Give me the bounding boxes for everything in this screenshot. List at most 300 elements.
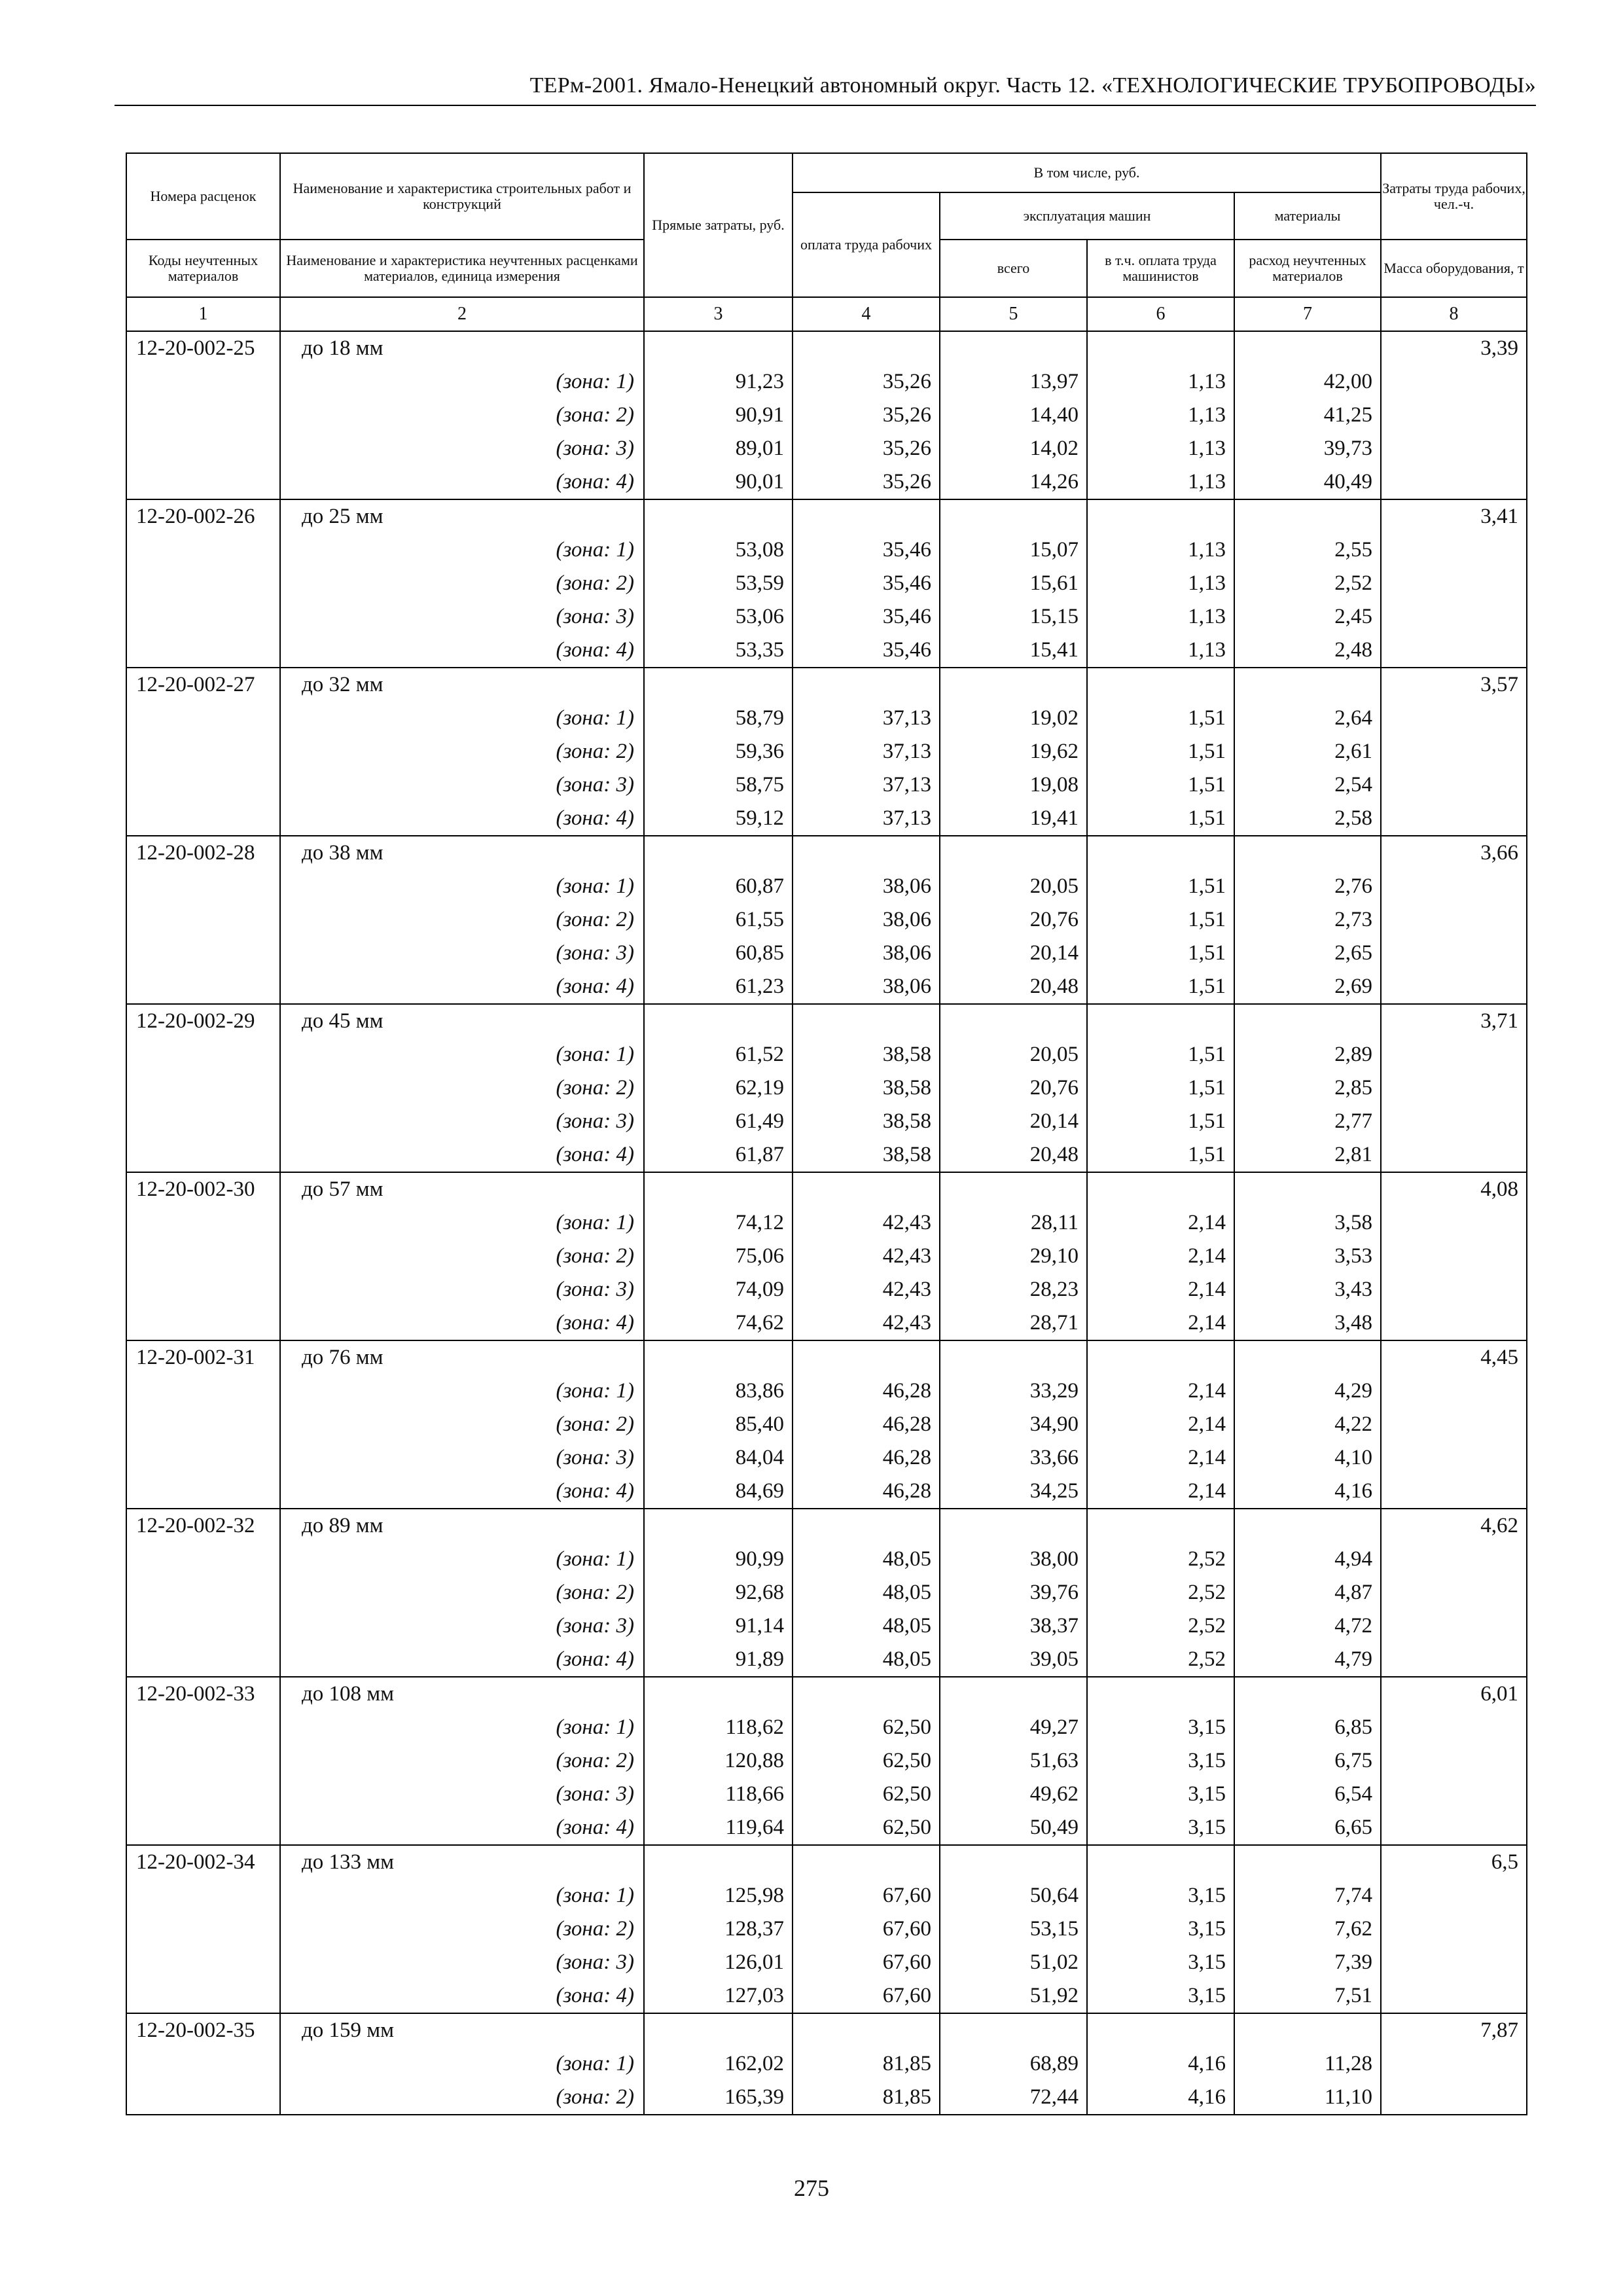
empty-cell [1087, 1172, 1234, 1206]
machines-total: 72,44 [940, 2081, 1087, 2115]
zone-row [126, 1811, 1527, 1845]
zone-label: (зона: 2) [280, 1912, 644, 1946]
rate-header-row [126, 1340, 1527, 1374]
empty-cell [793, 668, 940, 702]
zone-label: (зона: 3) [280, 432, 644, 465]
worker-wages: 46,28 [793, 1475, 940, 1509]
materials-cost: 3,58 [1234, 1206, 1381, 1240]
empty-cell [126, 634, 280, 668]
operator-wages: 3,15 [1087, 1711, 1234, 1744]
empty-cell [126, 432, 280, 465]
operator-wages: 2,52 [1087, 1609, 1234, 1643]
materials-cost: 7,62 [1234, 1912, 1381, 1946]
direct-cost: 53,59 [644, 567, 793, 600]
column-number: 5 [940, 297, 1087, 331]
rate-code: 12-20-002-27 [126, 668, 280, 702]
direct-cost: 61,52 [644, 1038, 793, 1071]
rates-table [126, 152, 1527, 2115]
empty-cell [793, 2013, 940, 2047]
zone-row [126, 1071, 1527, 1105]
empty-cell [1381, 1811, 1527, 1845]
materials-cost: 2,64 [1234, 702, 1381, 735]
materials-cost: 6,85 [1234, 1711, 1381, 1744]
empty-cell [1087, 1845, 1234, 1879]
zone-row [126, 1240, 1527, 1273]
operator-wages: 2,14 [1087, 1306, 1234, 1340]
zone-label: (зона: 2) [280, 399, 644, 432]
operator-wages: 1,51 [1087, 1038, 1234, 1071]
rate-code: 12-20-002-31 [126, 1340, 280, 1374]
worker-wages: 38,58 [793, 1038, 940, 1071]
materials-cost: 4,79 [1234, 1643, 1381, 1677]
rate-code: 12-20-002-34 [126, 1845, 280, 1879]
rate-code: 12-20-002-29 [126, 1004, 280, 1038]
direct-cost: 74,12 [644, 1206, 793, 1240]
zone-label: (зона: 3) [280, 1946, 644, 1979]
header-worker-wages: оплата труда рабочих [793, 192, 940, 297]
machines-total: 20,76 [940, 903, 1087, 937]
zone-label: (зона: 1) [280, 365, 644, 399]
empty-cell [1381, 567, 1527, 600]
empty-cell [793, 1677, 940, 1711]
machines-total: 20,05 [940, 870, 1087, 903]
zone-label: (зона: 2) [280, 567, 644, 600]
direct-cost: 128,37 [644, 1912, 793, 1946]
materials-cost: 41,25 [1234, 399, 1381, 432]
worker-wages: 35,46 [793, 600, 940, 634]
machines-total: 51,02 [940, 1946, 1087, 1979]
rate-name: до 32 мм [280, 668, 644, 702]
rate-name: до 76 мм [280, 1340, 644, 1374]
machines-total: 49,27 [940, 1711, 1087, 1744]
machines-total: 28,71 [940, 1306, 1087, 1340]
machines-total: 49,62 [940, 1778, 1087, 1811]
empty-cell [940, 2013, 1087, 2047]
header-material-codes: Коды неучтенных материалов [126, 240, 280, 297]
empty-cell [1381, 937, 1527, 970]
header-rule [115, 105, 1536, 106]
operator-wages: 2,52 [1087, 1576, 1234, 1609]
operator-wages: 2,14 [1087, 1374, 1234, 1408]
empty-cell [126, 365, 280, 399]
machines-total: 20,48 [940, 1138, 1087, 1172]
direct-cost: 85,40 [644, 1408, 793, 1441]
empty-cell [126, 1744, 280, 1778]
direct-cost: 61,23 [644, 970, 793, 1004]
empty-cell [1381, 1609, 1527, 1643]
direct-cost: 89,01 [644, 432, 793, 465]
zone-row [126, 1138, 1527, 1172]
empty-cell [126, 600, 280, 634]
empty-cell [126, 870, 280, 903]
empty-cell [1381, 1071, 1527, 1105]
zone-row [126, 1206, 1527, 1240]
materials-cost: 2,77 [1234, 1105, 1381, 1138]
zone-label: (зона: 2) [280, 1071, 644, 1105]
zone-row [126, 735, 1527, 768]
direct-cost: 91,14 [644, 1609, 793, 1643]
zone-label: (зона: 1) [280, 1879, 644, 1912]
machines-total: 20,14 [940, 937, 1087, 970]
column-number: 6 [1087, 297, 1234, 331]
zone-row [126, 1273, 1527, 1306]
worker-wages: 35,26 [793, 399, 940, 432]
materials-cost: 2,58 [1234, 802, 1381, 836]
empty-cell [644, 836, 793, 870]
empty-cell [940, 668, 1087, 702]
empty-cell [793, 1845, 940, 1879]
empty-cell [126, 1576, 280, 1609]
rate-header-row [126, 331, 1527, 365]
empty-cell [1381, 1711, 1527, 1744]
empty-cell [1381, 1576, 1527, 1609]
materials-cost: 42,00 [1234, 365, 1381, 399]
worker-wages: 35,26 [793, 432, 940, 465]
materials-cost: 2,61 [1234, 735, 1381, 768]
worker-wages: 35,46 [793, 634, 940, 668]
zone-row [126, 1408, 1527, 1441]
empty-cell [793, 499, 940, 533]
worker-wages: 35,26 [793, 465, 940, 499]
worker-wages: 38,06 [793, 970, 940, 1004]
zone-row [126, 634, 1527, 668]
operator-wages: 1,51 [1087, 1105, 1234, 1138]
zone-row [126, 1105, 1527, 1138]
zone-row [126, 2081, 1527, 2115]
materials-cost: 4,87 [1234, 1576, 1381, 1609]
worker-wages: 38,58 [793, 1105, 940, 1138]
materials-cost: 40,49 [1234, 465, 1381, 499]
header-operator-wages: в т.ч. оплата труда машинистов [1087, 240, 1234, 297]
empty-cell [1381, 1240, 1527, 1273]
machines-total: 39,05 [940, 1643, 1087, 1677]
empty-cell [1381, 1374, 1527, 1408]
empty-cell [126, 1643, 280, 1677]
rate-name: до 18 мм [280, 331, 644, 365]
direct-cost: 58,79 [644, 702, 793, 735]
zone-row [126, 870, 1527, 903]
empty-cell [1087, 1677, 1234, 1711]
empty-cell [1381, 903, 1527, 937]
operator-wages: 1,13 [1087, 432, 1234, 465]
column-number: 7 [1234, 297, 1381, 331]
worker-wages: 46,28 [793, 1374, 940, 1408]
empty-cell [1381, 1979, 1527, 2013]
empty-cell [940, 1677, 1087, 1711]
empty-cell [126, 2081, 280, 2115]
zone-label: (зона: 3) [280, 1609, 644, 1643]
empty-cell [1381, 1946, 1527, 1979]
empty-cell [126, 970, 280, 1004]
header-equipment-mass: Масса оборудования, т [1381, 240, 1527, 297]
direct-cost: 75,06 [644, 1240, 793, 1273]
rate-name: до 108 мм [280, 1677, 644, 1711]
materials-cost: 2,52 [1234, 567, 1381, 600]
empty-cell [1381, 1543, 1527, 1576]
empty-cell [1087, 836, 1234, 870]
empty-cell [1381, 1105, 1527, 1138]
zone-row [126, 1609, 1527, 1643]
rate-name: до 45 мм [280, 1004, 644, 1038]
machines-total: 29,10 [940, 1240, 1087, 1273]
zone-row [126, 399, 1527, 432]
empty-cell [644, 1509, 793, 1543]
labor-cost: 3,66 [1381, 836, 1527, 870]
rate-header-row [126, 1845, 1527, 1879]
zone-label: (зона: 4) [280, 1811, 644, 1845]
empty-cell [126, 1609, 280, 1643]
operator-wages: 1,51 [1087, 903, 1234, 937]
materials-cost: 4,16 [1234, 1475, 1381, 1509]
operator-wages: 3,15 [1087, 1912, 1234, 1946]
materials-cost: 2,81 [1234, 1138, 1381, 1172]
empty-cell [1381, 1206, 1527, 1240]
zone-label: (зона: 1) [280, 533, 644, 567]
labor-cost: 4,45 [1381, 1340, 1527, 1374]
materials-cost: 4,94 [1234, 1543, 1381, 1576]
empty-cell [644, 1845, 793, 1879]
worker-wages: 42,43 [793, 1206, 940, 1240]
worker-wages: 67,60 [793, 1879, 940, 1912]
empty-cell [1234, 1340, 1381, 1374]
machines-total: 68,89 [940, 2047, 1087, 2081]
materials-cost: 7,74 [1234, 1879, 1381, 1912]
table-header [126, 153, 1527, 331]
machines-total: 51,92 [940, 1979, 1087, 2013]
materials-cost: 4,29 [1234, 1374, 1381, 1408]
operator-wages: 2,14 [1087, 1408, 1234, 1441]
rate-name: до 159 мм [280, 2013, 644, 2047]
materials-cost: 4,22 [1234, 1408, 1381, 1441]
rate-header-row [126, 1004, 1527, 1038]
operator-wages: 1,51 [1087, 702, 1234, 735]
empty-cell [1381, 802, 1527, 836]
direct-cost: 74,09 [644, 1273, 793, 1306]
empty-cell [1381, 365, 1527, 399]
rate-name: до 57 мм [280, 1172, 644, 1206]
rate-name: до 133 мм [280, 1845, 644, 1879]
header-direct-costs: Прямые затраты, руб. [644, 153, 793, 297]
zone-label: (зона: 3) [280, 937, 644, 970]
page-number: 275 [794, 2175, 829, 2201]
worker-wages: 81,85 [793, 2081, 940, 2115]
direct-cost: 53,08 [644, 533, 793, 567]
zone-row [126, 702, 1527, 735]
operator-wages: 1,13 [1087, 465, 1234, 499]
empty-cell [644, 1340, 793, 1374]
materials-cost: 2,65 [1234, 937, 1381, 970]
worker-wages: 38,06 [793, 937, 940, 970]
direct-cost: 62,19 [644, 1071, 793, 1105]
empty-cell [1381, 1879, 1527, 1912]
labor-cost: 4,62 [1381, 1509, 1527, 1543]
zone-label: (зона: 3) [280, 1778, 644, 1811]
direct-cost: 165,39 [644, 2081, 793, 2115]
zone-row [126, 1879, 1527, 1912]
empty-cell [126, 1273, 280, 1306]
zone-label: (зона: 4) [280, 1643, 644, 1677]
direct-cost: 58,75 [644, 768, 793, 802]
worker-wages: 48,05 [793, 1576, 940, 1609]
operator-wages: 1,51 [1087, 870, 1234, 903]
zone-label: (зона: 3) [280, 600, 644, 634]
direct-cost: 60,87 [644, 870, 793, 903]
zone-row [126, 1778, 1527, 1811]
machines-total: 50,64 [940, 1879, 1087, 1912]
machines-total: 20,76 [940, 1071, 1087, 1105]
worker-wages: 37,13 [793, 735, 940, 768]
operator-wages: 1,51 [1087, 768, 1234, 802]
empty-cell [126, 399, 280, 432]
machines-total: 14,40 [940, 399, 1087, 432]
rate-code: 12-20-002-30 [126, 1172, 280, 1206]
machines-total: 53,15 [940, 1912, 1087, 1946]
empty-cell [1087, 668, 1234, 702]
operator-wages: 2,14 [1087, 1441, 1234, 1475]
zone-row [126, 567, 1527, 600]
rate-header-row [126, 499, 1527, 533]
rate-header-row [126, 668, 1527, 702]
direct-cost: 84,69 [644, 1475, 793, 1509]
direct-cost: 119,64 [644, 1811, 793, 1845]
empty-cell [644, 1172, 793, 1206]
empty-cell [1087, 331, 1234, 365]
empty-cell [126, 937, 280, 970]
direct-cost: 90,91 [644, 399, 793, 432]
empty-cell [1234, 1509, 1381, 1543]
zone-row [126, 1576, 1527, 1609]
zone-label: (зона: 2) [280, 1576, 644, 1609]
empty-cell [793, 1004, 940, 1038]
labor-cost: 3,39 [1381, 331, 1527, 365]
empty-cell [1234, 331, 1381, 365]
worker-wages: 38,06 [793, 870, 940, 903]
worker-wages: 37,13 [793, 702, 940, 735]
empty-cell [1381, 702, 1527, 735]
running-header: ТЕРм-2001. Ямало-Ненецкий автономный округ. Часть 12. «ТЕХНОЛОГИЧЕСКИЕ ТРУБОПРОВОДЫ» [529, 73, 1536, 98]
worker-wages: 37,13 [793, 768, 940, 802]
machines-total: 19,08 [940, 768, 1087, 802]
empty-cell [1381, 1038, 1527, 1071]
direct-cost: 59,12 [644, 802, 793, 836]
empty-cell [1234, 836, 1381, 870]
labor-cost: 3,71 [1381, 1004, 1527, 1038]
direct-cost: 125,98 [644, 1879, 793, 1912]
empty-cell [126, 1105, 280, 1138]
operator-wages: 1,13 [1087, 365, 1234, 399]
zone-label: (зона: 1) [280, 1543, 644, 1576]
rate-name: до 38 мм [280, 836, 644, 870]
worker-wages: 48,05 [793, 1643, 940, 1677]
materials-cost: 7,39 [1234, 1946, 1381, 1979]
direct-cost: 59,36 [644, 735, 793, 768]
empty-cell [644, 499, 793, 533]
direct-cost: 91,89 [644, 1643, 793, 1677]
empty-cell [1381, 2081, 1527, 2115]
operator-wages: 1,13 [1087, 634, 1234, 668]
direct-cost: 83,86 [644, 1374, 793, 1408]
empty-cell [940, 836, 1087, 870]
operator-wages: 1,13 [1087, 600, 1234, 634]
zone-label: (зона: 3) [280, 1441, 644, 1475]
zone-label: (зона: 2) [280, 903, 644, 937]
operator-wages: 3,15 [1087, 1778, 1234, 1811]
operator-wages: 1,51 [1087, 1071, 1234, 1105]
worker-wages: 67,60 [793, 1946, 940, 1979]
operator-wages: 2,52 [1087, 1543, 1234, 1576]
empty-cell [793, 331, 940, 365]
worker-wages: 81,85 [793, 2047, 940, 2081]
direct-cost: 118,62 [644, 1711, 793, 1744]
empty-cell [940, 1004, 1087, 1038]
empty-cell [126, 1979, 280, 2013]
rate-header-row [126, 1677, 1527, 1711]
rate-header-row [126, 1172, 1527, 1206]
direct-cost: 61,55 [644, 903, 793, 937]
empty-cell [1087, 499, 1234, 533]
machines-total: 15,15 [940, 600, 1087, 634]
empty-cell [1234, 1172, 1381, 1206]
empty-cell [1087, 2013, 1234, 2047]
column-number: 1 [126, 297, 280, 331]
worker-wages: 62,50 [793, 1778, 940, 1811]
empty-cell [644, 1004, 793, 1038]
header-unaccounted-materials: расход неучтенных материалов [1234, 240, 1381, 297]
materials-cost: 7,51 [1234, 1979, 1381, 2013]
materials-cost: 3,48 [1234, 1306, 1381, 1340]
empty-cell [126, 802, 280, 836]
machines-total: 15,07 [940, 533, 1087, 567]
materials-cost: 4,10 [1234, 1441, 1381, 1475]
empty-cell [1234, 1845, 1381, 1879]
worker-wages: 46,28 [793, 1408, 940, 1441]
worker-wages: 62,50 [793, 1811, 940, 1845]
materials-cost: 2,48 [1234, 634, 1381, 668]
worker-wages: 48,05 [793, 1609, 940, 1643]
operator-wages: 2,52 [1087, 1643, 1234, 1677]
rate-code: 12-20-002-33 [126, 1677, 280, 1711]
empty-cell [1087, 1509, 1234, 1543]
zone-row [126, 1643, 1527, 1677]
operator-wages: 1,51 [1087, 735, 1234, 768]
empty-cell [1381, 1643, 1527, 1677]
empty-cell [126, 1071, 280, 1105]
empty-cell [644, 2013, 793, 2047]
direct-cost: 127,03 [644, 1979, 793, 2013]
empty-cell [126, 1711, 280, 1744]
labor-cost: 6,01 [1381, 1677, 1527, 1711]
empty-cell [793, 1172, 940, 1206]
empty-cell [1381, 634, 1527, 668]
column-number: 8 [1381, 297, 1527, 331]
empty-cell [644, 331, 793, 365]
machines-total: 20,05 [940, 1038, 1087, 1071]
zone-label: (зона: 1) [280, 2047, 644, 2081]
empty-cell [1381, 1912, 1527, 1946]
direct-cost: 53,35 [644, 634, 793, 668]
operator-wages: 2,14 [1087, 1475, 1234, 1509]
empty-cell [940, 1845, 1087, 1879]
empty-cell [1087, 1340, 1234, 1374]
zone-label: (зона: 1) [280, 1374, 644, 1408]
operator-wages: 1,13 [1087, 533, 1234, 567]
machines-total: 51,63 [940, 1744, 1087, 1778]
empty-cell [1234, 2013, 1381, 2047]
zone-row [126, 1441, 1527, 1475]
operator-wages: 2,14 [1087, 1273, 1234, 1306]
empty-cell [793, 836, 940, 870]
operator-wages: 4,16 [1087, 2047, 1234, 2081]
